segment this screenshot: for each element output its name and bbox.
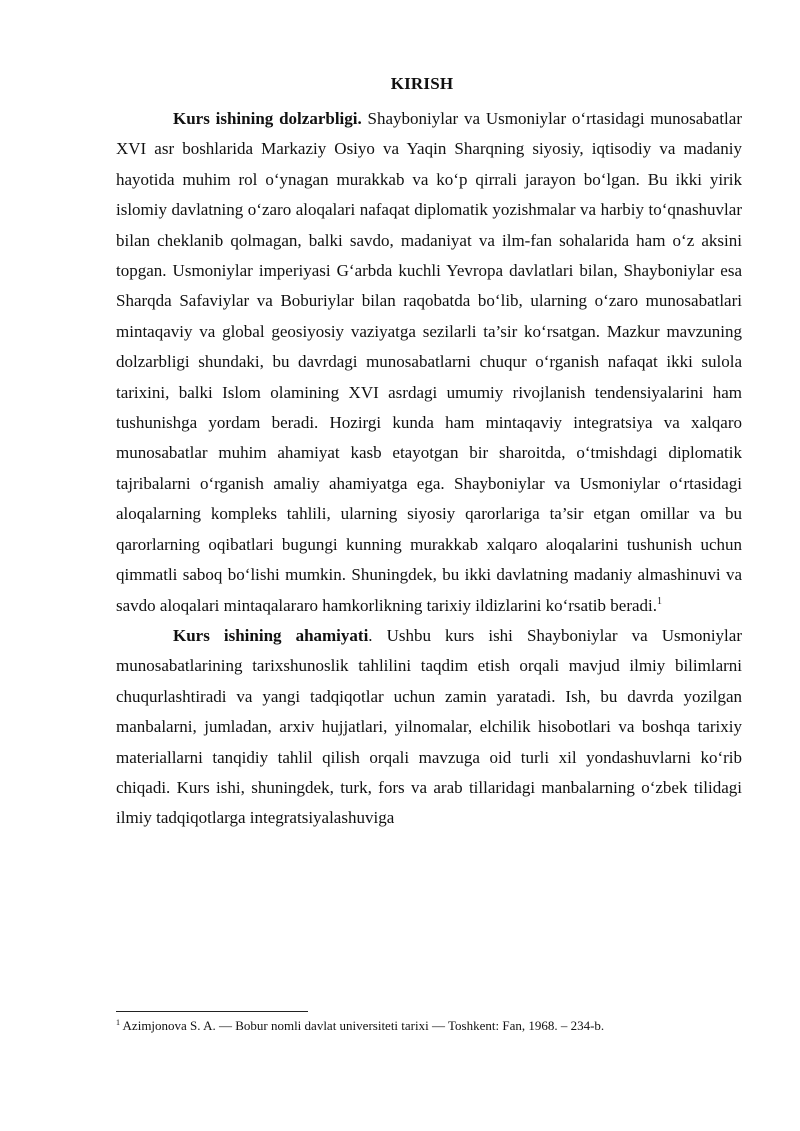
footnote-text: Azimjonova S. A. — Bobur nomli davlat universiteti tarixi — Toshkent: Fan, 1968. – 234-b.: [122, 1018, 605, 1033]
paragraph-lead: Kurs ishining dolzarbligi.: [173, 109, 362, 128]
section-heading: KIRISH: [390, 74, 454, 93]
paragraph-lead: Kurs ishining ahamiyati: [173, 625, 369, 645]
paragraph-text: . Ushbu kurs ishi Shayboniylar va Usmoniylar munosabatlarining tarixshunoslik tahlilini taqdim etish orqali mavjud ilmiy bilimlarni chuqurlashtiradi va yangi tadqiqotlar uchun zamin yaratadi. Ish, bu davrda yozilgan manbalarni, jumladan, arxiv hujjatlari, yilnomalar, elchilik hisobotlari va boshqa tarixiy materiallarni tanqidiy tahlil qilish orqali mavzuga oid turli xil yondashuvlarni ko‘rib chiqadi. Kurs ishi, shuningdek, turk, fors va arab tillaridagi manbalarning o‘zbek tilidagi ilmiy tadqiqotlarga integratsiyalashuviga: [116, 625, 742, 828]
body-text: [116, 104, 742, 834]
footnote: [116, 1017, 756, 1035]
paragraph-significance: [116, 621, 742, 834]
paragraph-text: Shayboniylar va Usmoniylar o‘rtasidagi munosabatlar XVI asr boshlarida Markaziy Osiyo va Yaqin Sharqning siyosiy, iqtisodiy va madaniy hayotida muhim rol o‘ynagan murakkab va ko‘p qirrali jarayon bo‘lgan. Bu ikki yirik islomiy davlatning o‘zaro aloqalari nafaqat diplomatik yozishmalar va harbiy to‘qnashuvlar bilan cheklanib qolmagan, balki savdo, madaniyat va ilm-fan sohalarida ham o‘z aksini topgan. Usmoniylar imperiyasi G‘arbda kuchli Yevropa davlatlari bilan, Shayboniylar esa Sharqda Safaviylar va Boburiylar bilan raqobatda bo‘lib, ularning o‘zaro munosabatlari mintaqaviy va global geosiyosiy vaziyatga sezilarli ta’sir ko‘rsatgan. Mazkur mavzuning dolzarbligi shundaki, bu davrdagi munosabatlarni chuqur o‘rganish nafaqat ikki sulola tarixini, balki Islom olamining XVI asrdagi umumiy rivojlanish tendensiyalarini ham tushunishga yordam beradi. Hozirgi kunda ham mintaqaviy integratsiya va xalqaro munosabatlar muhim ahamiyat kasb etayotgan bir sharoitda, o‘tmishdagi diplomatik tajribalarni o‘rganish amaliy ahamiyatga ega. Shayboniylar va Usmoniylar o‘rtasidagi aloqalarning kompleks tahlili, ularning siyosiy qarorlariga ta’sir etgan omillar va bu qarorlarning oqibatlari bugungi kunning murakkab xalqaro aloqalarini tushunish uchun qimmatli saboq bo‘lishi mumkin. Shuningdek, bu ikki davlatning madaniy almashinuvi va savdo aloqalari mintaqalararo hamkorlikning tarixiy ildizlarini ko‘rsatib beradi.: [116, 109, 742, 615]
footnote-reference[interactable]: 1: [657, 595, 662, 607]
footnote-separator: [116, 1011, 308, 1012]
paragraph-relevance: [116, 104, 742, 621]
footnote-mark: 1: [116, 1018, 120, 1027]
